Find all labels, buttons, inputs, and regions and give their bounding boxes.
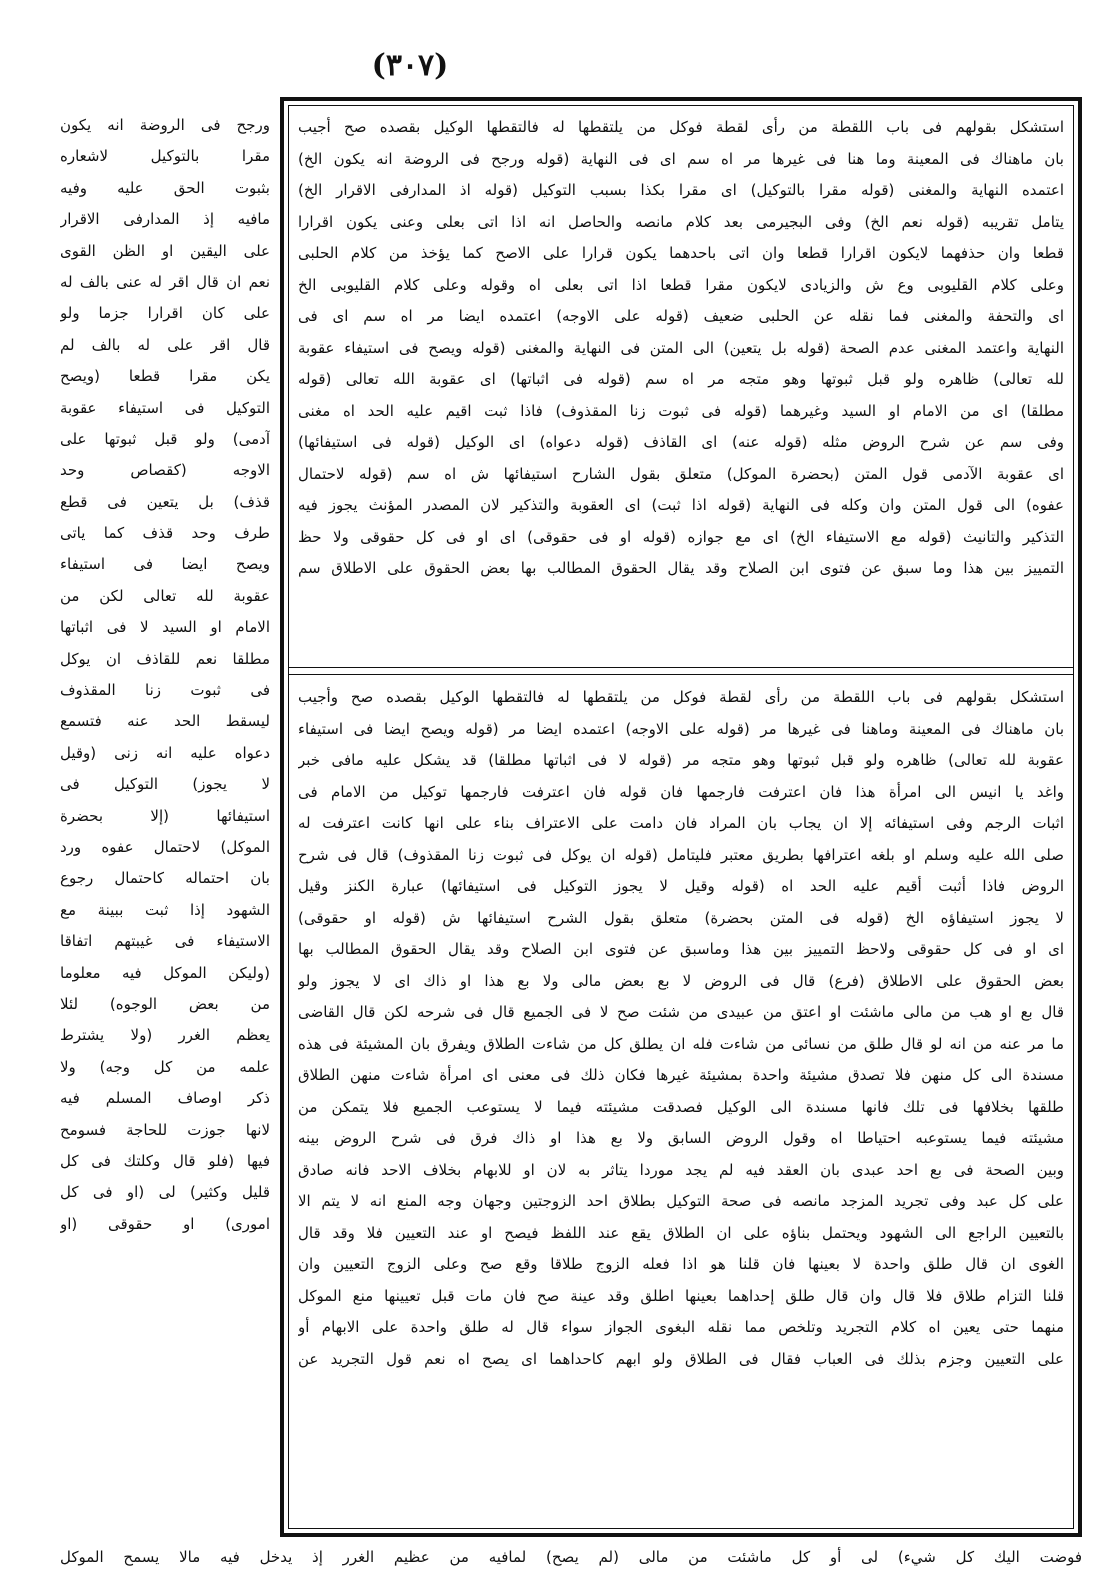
main-text-line: ورجح فى الروضة انه يكون	[60, 116, 270, 134]
footer-text	[60, 1542, 1082, 1572]
footer-line: فوضت اليك كل شيء) لى أو كل ماشئت من مالى (لم يصح) لمافيه من عظيم الغرر إذ يدخل فيه مالا يسمح الموكل	[60, 1548, 1082, 1566]
main-text-line: دعواه عليه انه زنى (وقيل	[60, 743, 270, 762]
commentary-line: بان ماهناك فى المعينة وما هنا فى غيرها مر اه سم اى فى النهاية (قوله ورجح فى الروضة انه يكون الخ)	[298, 149, 1064, 168]
commentary-line: مطلقا) اى من الامام او السيد وغيرهما (قوله فى ثبوت زنا المقذوف) فاذا ثبت اقيم عليه الحد اه مغنى	[298, 401, 1064, 420]
commentary-line: التذكير والتانيث (قوله مع الاستيفاء الخ) اى مع جوازه (قوله او فى حقوقى) اى او فى كل حقوقى ولا حظ	[298, 527, 1064, 546]
main-text-line: مافيه إذ المدارفى الاقرار	[60, 210, 270, 229]
page-number: (٣٠٧)	[371, 48, 449, 83]
main-text-line: على كان اقرارا جزما ولو	[60, 304, 270, 323]
commentary-line: لا يجوز استيفاؤه الخ (قوله فى المتن بحضرة) متعلق بقول الشرح استيفائها ش (قوله او حقوقى)	[298, 908, 1064, 927]
main-text-line: فى ثبوت زنا المقذوف	[60, 681, 270, 700]
main-text-line: علمه من كل وجه) ولا	[60, 1057, 270, 1076]
commentary-line: قال بع او هب من مالى ماشئت او اعتق من عبيدى من شئت صح لا فى الجميع قال فى شرحه لكن قال القاضى	[298, 1003, 1064, 1021]
main-text-line: استيفائها (إلا بحضرة	[60, 806, 270, 825]
commentary-line: اعتمده النهاية والمغنى (قوله مقرا بالتوكيل) اى مقرا بكذا بسبب التوكيل (قوله اذ المدارفى الاقرار الخ)	[298, 181, 1064, 199]
top-commentary	[298, 112, 1064, 662]
commentary-line: ما مر عنه من انه لو قال طلق من نسائى من شاءت فله ان يطلق كل من شاءت الطلاق ويفرق بان المشيئة فى هذه	[298, 1034, 1064, 1053]
commentary-line: اى او فى كل حقوقى ولاحظ التمييز بين هذا وماسبق عن فتوى ابن الصلاح وقد يقال الحقوق المطالب بها	[298, 940, 1064, 958]
main-text-line: قليل وكثير) لى (او فى كل	[60, 1183, 270, 1202]
commentary-line: استشكل بقولهم فى باب اللقطة من رأى لقطة فوكل من يلتقطها له فالتقطها الوكيل بقصده صح وأجيب	[298, 688, 1064, 706]
main-text-line: يعظم الغرر (ولا يشترط	[60, 1026, 270, 1045]
main-text-line: آدمى) ولو قبل ثبوتها على	[60, 429, 270, 448]
main-text-line: الامام او السيد لا فى اثباتها	[60, 618, 270, 637]
commentary-line: اثبات الرجم وفى استيفائه إلا ان يجاب بان المراد فان دامت على الاعتراف بناء على انها كانت اعترفت له	[298, 814, 1064, 832]
main-text-line: الاستيفاء فى غيبتهم اتفاقا	[60, 932, 270, 951]
commentary-line: التمييز بين هذا وما سبق عن فتوى ابن الصلاح وقد يقال الحقوق المطالب بها بعض الحقوق على الاطلاق سم	[298, 559, 1064, 577]
main-text-line: قذف) بل يتعين فى قطع	[60, 492, 270, 511]
commentary-line: بالتعيين الراجع الى الشهود ويحتمل بناؤه على ان الطلاق يقع عند اللفظ فيصح او عند التعيين فلا وقد قال	[298, 1223, 1064, 1242]
main-text-line: على اليقين او الظن القوى	[60, 241, 270, 260]
commentary-line: وفى سم عن شرح الروض مثله (قوله عنه) اى القاذف (قوله دعواه) اى الوكيل (قوله فى استيفائها)	[298, 433, 1064, 451]
main-text-line: مطلقا نعم للقاذف ان يوكل	[60, 649, 270, 668]
commentary-line: بان ماهناك فى المعينة وماهنا فى غيرها مر (قوله على الاوجه) اعتمده ايضا مر (قوله ويصح ايضا فى استيفاء	[298, 719, 1064, 738]
commentary-line: عقوبة لله تعالى) ظاهره ولو قبل ثبوتها وهو متجه مر (قوله لا فى اثباتها مطلقا) قد يشكل عليه مافى خبر	[298, 751, 1064, 769]
commentary-line: واغد يا انيس الى امرأة هذا فان اعترفت فارجمها فان قوله فان اعترفت فارجمها توكيل من الامام فى	[298, 782, 1064, 801]
main-text-line: بثبوت الحق عليه وفيه	[60, 178, 270, 197]
commentary-line: يتامل تقريبه (قوله نعم الخ) وفى البجيرمى بعد كلام مانصه والحاصل انه اذا اتى بعلى وعنى يكون اقرارا	[298, 212, 1064, 231]
commentary-line: وبين الصحة فى بع احد عبدى بان العقد فيه لم يجد موردا يتاثر به لان او للابهام بخلاف الاحد فانه صادق	[298, 1160, 1064, 1179]
commentary-line: اى والتحفة والمغنى فما نقله عن الحلبى ضعيف (قوله على الاوجه) اعتمده ايضا مر اه سم اى فى	[298, 307, 1064, 325]
commentary-line: عفوه) الى قول المتن وان وكله فى النهاية (قوله اذا ثبت) اى العقوبة والتذكير لان المصدر المؤنث يجوز فيه	[298, 496, 1064, 514]
commentary-line: صلى الله عليه وسلم او بلغه اعترافها بطريق معتبر فليتامل (قوله ان يوكل فى ثبوت زنا المقذوف) قال فى شرح	[298, 845, 1064, 864]
main-text-line: امورى) او حقوقى (او	[60, 1214, 270, 1233]
commentary-line: مشيئته فيما يستوعبه احتياطا اه وقول الروض السابق ولا بع هذا او ذاك فرق فى شرح الروض بينه	[298, 1129, 1064, 1147]
commentary-line: على كل عبد وفى تجريد المزجد مانصه فى صحة التوكيل بطلاق احد الزوجتين وجهان وجه المنع انه لا يتم الا	[298, 1192, 1064, 1210]
bottom-commentary	[298, 682, 1064, 1522]
commentary-line: الغوى ان قال طلق واحدة لا بعينها فان قلنا هو اذا فعله الزوج طلاقا وقع صح وعلى الزوج التعيين وان	[298, 1255, 1064, 1273]
commentary-line: الروض فاذا أثبت أقيم عليه الحد اه (قوله وقيل لا يجوز التوكيل فى استيفائها) عبارة الكنز وقيل	[298, 877, 1064, 895]
main-text-line: لانها جوزت للحاجة فسومح	[60, 1120, 270, 1139]
main-text-line: طرف وحد قذف كما ياتى	[60, 524, 270, 543]
commentary-line: بعض الحقوق على الاطلاق (فرع) قال فى الروض لا بع بعض مالى ولا بع هذا او ذاك اى لا يجوز ولو	[298, 971, 1064, 990]
main-text-line: بان احتماله كاحتمال رجوع	[60, 869, 270, 888]
main-text-line: ذكر اوصاف المسلم فيه	[60, 1089, 270, 1108]
main-text-line: مقرا بالتوكيل لاشعاره	[60, 147, 270, 166]
main-text-line: نعم ان قال اقر له عنى بالف له	[60, 272, 270, 291]
commentary-line: وعلى كلام القليوبى وع ش والزيادى لايكون مقرا قطعا اذا اتى بعلى اه وقوله وعلى كلام القليوبى الخ	[298, 275, 1064, 294]
main-text-line: الشهود إذا ثبت ببينة مع	[60, 900, 270, 919]
main-text-line: قال اقر على له بالف لم	[60, 335, 270, 354]
main-text-line: من بعض الوجوه) لئلا	[60, 994, 270, 1013]
commentary-line: قلنا التزام طلاق فلا قال وان قال طلق إحداهما بعينها اطلق وقد عينة صح فان مات قبل تعيينها منع الموكل	[298, 1286, 1064, 1305]
commentary-line: لله تعالى) ظاهره ولو قبل ثبوتها وهو متجه مر اه سم (قوله فى اثباتها) اى عقوبة الله تعالى (قوله	[298, 370, 1064, 388]
main-text-line: لا يجوز) التوكيل فى	[60, 775, 270, 794]
commentary-line: منهما حتى يعين اه كلام التجريد وتلخص مما نقله البغوى الجواز سواء قال له طلق واحدة على الابهام أو	[298, 1318, 1064, 1336]
main-text-column	[60, 110, 270, 1240]
main-text-line: ويصح ايضا فى استيفاء	[60, 555, 270, 574]
commentary-line: قطعا وان حذفهما لايكون اقرارا قطعا وان اتى باحدهما يكون قرارا على الاصح كما يؤخذ من كلام الحلبى	[298, 244, 1064, 262]
commentary-line: على التعيين وجزم بذلك فى العباب فقال فى الطلاق ولو ابهم كاحداهما اى يصح اه نعم قول التجريد عن	[298, 1349, 1064, 1368]
commentary-line: النهاية واعتمد المغنى عدم الصحة (قوله بل يتعين) الى المتن فى النهاية والمغنى (قوله ويصح فى استيفاء عقوبة	[298, 338, 1064, 357]
main-text-line: يكن مقرا قطعا (ويصح	[60, 367, 270, 386]
main-text-line: فيها (فلو قال وكلتك فى كل	[60, 1151, 270, 1170]
main-text-line: عقوبة لله تعالى لكن من	[60, 586, 270, 605]
commentary-line: استشكل بقولهم فى باب اللقطة من رأى لقطة فوكل من يلتقطها له فالتقطها الوكيل بقصده صح أجيب	[298, 118, 1064, 136]
main-text-line: (وليكن الموكل فيه معلوما	[60, 963, 270, 982]
main-text-line: ليسقط الحد عنه فتسمع	[60, 712, 270, 731]
main-text-line: التوكيل فى استيفاء عقوبة	[60, 398, 270, 417]
main-text-line: الموكل) لاحتمال عفوه ورد	[60, 837, 270, 856]
commentary-line: طلقها بخلافها فى تلك فانها مسندة الى الوكيل فصدقت مشيئته فيما لا يستوعب الجميع فلا يتمكن من	[298, 1097, 1064, 1116]
commentary-divider	[288, 667, 1074, 675]
commentary-line: مسندة الى كل منهن فلا تصدق مشيئة واحدة بمشيئة غيرها فكان ذلك فى معنى اى امرأة شاءت منهن الطلاق	[298, 1066, 1064, 1084]
main-text-line: الاوجه (كقصاص وحد	[60, 461, 270, 480]
commentary-line: اى عقوبة الآدمى قول المتن (بحضرة الموكل) متعلق بقول الشارح استيفائها ش اه سم (قوله لاحتمال	[298, 464, 1064, 483]
